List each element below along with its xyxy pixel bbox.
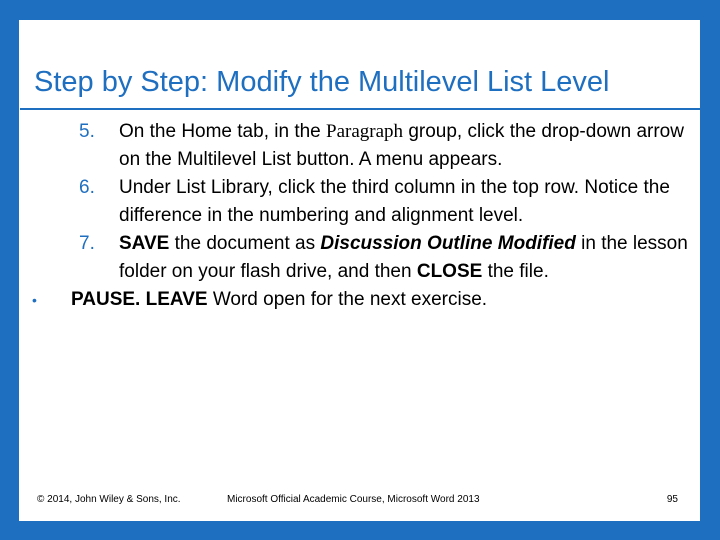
step-text — [119, 230, 700, 286]
slide-title: Step by Step: Modify the Multilevel List Level — [34, 66, 610, 98]
bullet-icon: • — [32, 292, 37, 308]
step-number: 5. — [79, 121, 95, 142]
step-text-segment: Under List Library, click the third column in the top row. Notice the difference in the numbering and alignment level. — [119, 177, 670, 226]
step-text-segment: group, click the drop-down arrow on the Multilevel List button. A menu appears. — [119, 121, 684, 170]
step-text-segment: SAVE — [119, 233, 170, 254]
slide-body — [20, 118, 700, 314]
footer-copyright: © 2014, John Wiley & Sons, Inc. — [37, 494, 181, 505]
step-text — [119, 118, 700, 174]
step-text-segment: the file. — [482, 261, 549, 282]
step-text-segment: Discussion Outline Modified — [320, 233, 576, 254]
step-text — [119, 174, 700, 230]
step-item — [20, 230, 700, 286]
bullet-text — [71, 289, 487, 310]
step-text-segment: in the lesson folder on your flash drive, and then — [119, 233, 688, 282]
step-text-segment: CLOSE — [416, 261, 483, 282]
step-text-segment: Paragraph — [326, 121, 404, 142]
footer-course: Microsoft Official Academic Course, Microsoft Word 2013 — [227, 494, 480, 505]
step-text-segment: On the Home tab, in the — [119, 121, 327, 142]
step-item — [20, 118, 700, 174]
step-number: 6. — [79, 177, 95, 198]
title-divider — [20, 108, 700, 110]
bullet-item — [20, 286, 700, 314]
step-text-segment: the document as — [169, 233, 321, 254]
page-number: 95 — [666, 494, 678, 505]
bullet-text-segment: Word open for the next exercise. — [207, 289, 488, 310]
bullet-text-segment: PAUSE. LEAVE — [71, 289, 208, 310]
step-number: 7. — [79, 233, 95, 254]
step-item — [20, 174, 700, 230]
